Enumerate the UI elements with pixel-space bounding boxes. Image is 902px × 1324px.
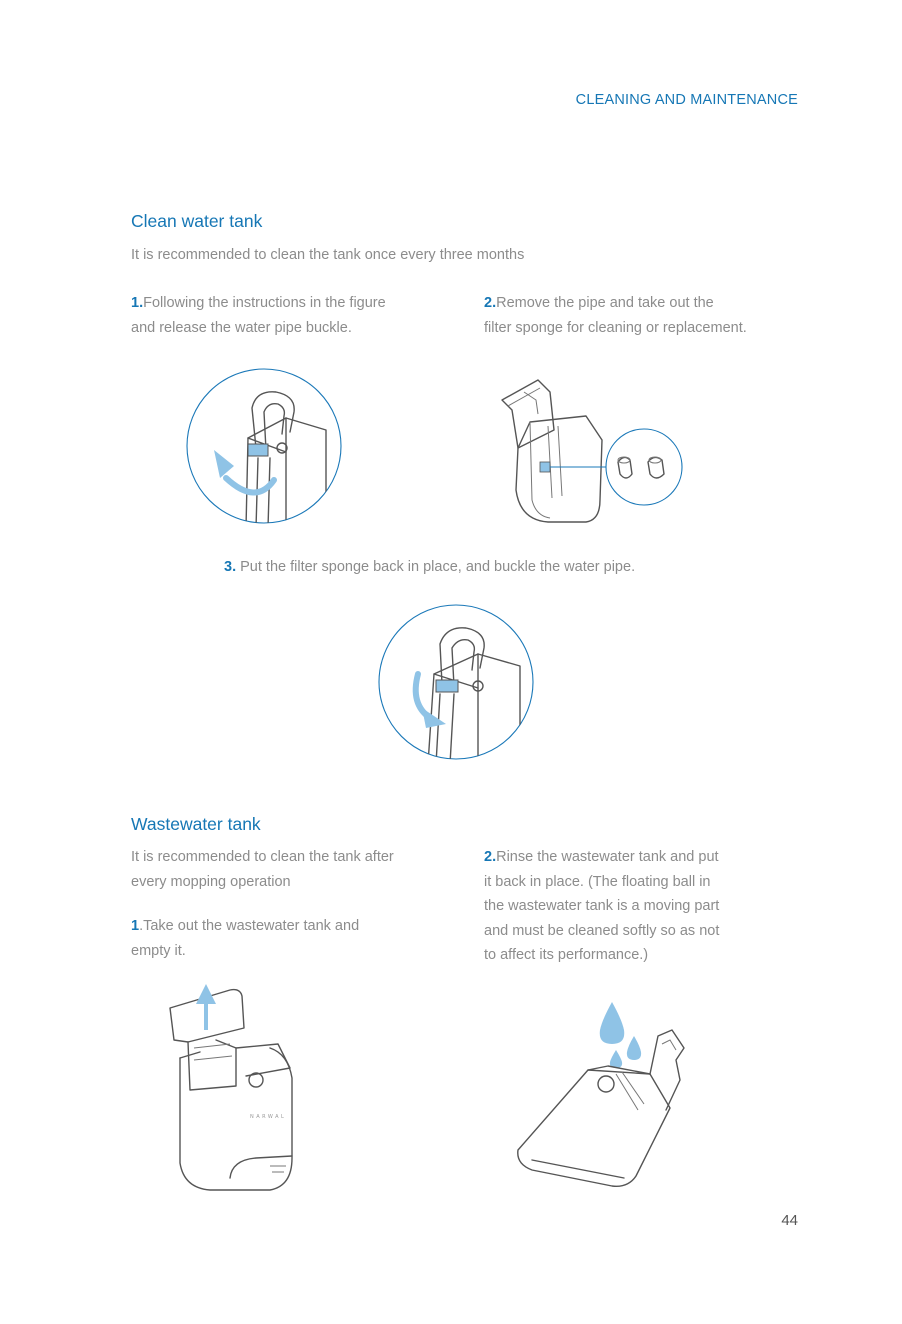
- step-text: and release the water pipe buckle.: [131, 319, 352, 336]
- step-text: the wastewater tank is a moving part: [484, 898, 720, 914]
- tank-filter-sponge-illustration: [490, 370, 690, 530]
- section-header: CLEANING AND MAINTENANCE: [575, 92, 798, 108]
- clean-step-1: [131, 291, 451, 340]
- clean-step-2: [484, 291, 804, 340]
- step-number: 1: [131, 918, 140, 934]
- pipe-release-illustration: [186, 368, 346, 528]
- clean-tank-intro: It is recommended to clean the tank once every three months: [131, 247, 525, 263]
- clean-step-3: [224, 555, 635, 580]
- step-text: Put the filter sponge back in place, and buckle the water pipe.: [236, 559, 636, 575]
- step-text: Following the instructions in the figure: [143, 295, 386, 311]
- step-text: empty it.: [131, 942, 186, 959]
- clean-tank-title: Clean water tank: [131, 211, 263, 231]
- step-number: 3.: [224, 559, 237, 575]
- step-number: 2.: [484, 849, 497, 865]
- remove-wastewater-tank-illustration: [160, 978, 310, 1193]
- rinse-wastewater-tank-illustration: [512, 1000, 702, 1195]
- pipe-buckle-illustration: [378, 604, 538, 764]
- page-number: 44: [781, 1212, 798, 1229]
- step-text: to affect its performance.): [484, 947, 649, 963]
- step-text: it back in place. (The floating ball in: [484, 873, 711, 890]
- intro-text: It is recommended to clean the tank after: [131, 849, 394, 865]
- step-text: and must be cleaned softly so as not: [484, 922, 720, 939]
- step-text: Remove the pipe and take out the: [496, 295, 714, 311]
- brand-mark-text: NARWAL: [250, 1114, 287, 1120]
- waste-tank-title: Wastewater tank: [131, 814, 261, 834]
- waste-tank-intro: [131, 845, 461, 894]
- step-text: Rinse the wastewater tank and put: [496, 849, 719, 865]
- narwal-logo: [250, 1114, 286, 1120]
- step-text: .Take out the wastewater tank and: [139, 918, 360, 934]
- waste-step-1: [131, 914, 461, 963]
- step-text: filter sponge for cleaning or replacement.: [484, 319, 747, 336]
- step-number: 1.: [131, 295, 144, 311]
- waste-step-2: [484, 845, 804, 968]
- intro-text: every mopping operation: [131, 873, 291, 890]
- step-number: 2.: [484, 295, 497, 311]
